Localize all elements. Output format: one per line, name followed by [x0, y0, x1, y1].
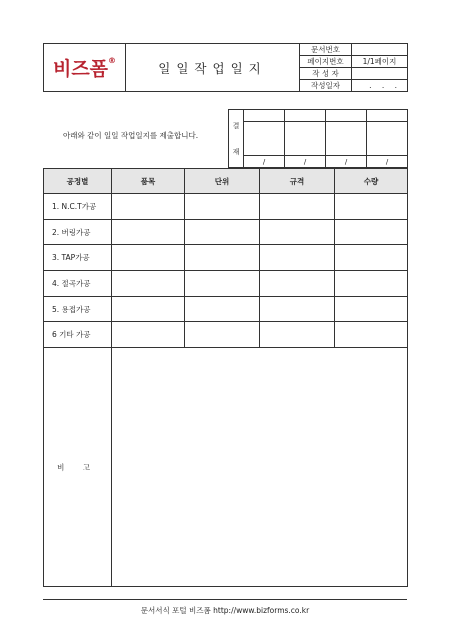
table-row — [44, 271, 408, 297]
column-header-unit: 단위 — [185, 169, 260, 194]
spec-cell[interactable] — [260, 219, 335, 245]
process-label: 3. TAP가공 — [44, 245, 112, 271]
item-cell[interactable] — [112, 245, 185, 271]
approval-title-cell[interactable] — [244, 110, 285, 122]
quantity-cell[interactable] — [335, 245, 408, 271]
quantity-cell[interactable] — [335, 194, 408, 220]
logo-text: 비즈폼 — [52, 58, 109, 80]
quantity-cell[interactable] — [335, 271, 408, 297]
process-label: 5. 용접가공 — [44, 296, 112, 322]
column-header-process: 공정별 — [44, 169, 112, 194]
quantity-cell[interactable] — [335, 219, 408, 245]
header-table — [43, 43, 408, 92]
remarks-field[interactable] — [112, 348, 408, 587]
approval-title-cell[interactable] — [367, 110, 408, 122]
process-label: 4. 절곡가공 — [44, 271, 112, 297]
approval-sign-cell[interactable] — [244, 122, 285, 156]
meta-value-author[interactable] — [352, 68, 408, 80]
approval-date-cell[interactable]: / — [367, 156, 408, 168]
unit-cell[interactable] — [185, 322, 260, 348]
unit-cell[interactable] — [185, 245, 260, 271]
spec-cell[interactable] — [260, 194, 335, 220]
column-header-quantity: 수량 — [335, 169, 408, 194]
meta-label-doc-no: 문서번호 — [300, 44, 352, 56]
approval-label-bottom: 재 — [232, 147, 240, 156]
approval-sign-cell[interactable] — [326, 122, 367, 156]
spec-cell[interactable] — [260, 322, 335, 348]
process-label: 2. 버링가공 — [44, 219, 112, 245]
meta-label-page-no: 페이지번호 — [300, 56, 352, 68]
item-cell[interactable] — [112, 271, 185, 297]
column-header-item: 품목 — [112, 169, 185, 194]
table-row — [44, 322, 408, 348]
meta-value-page-no: 1/1페이지 — [352, 56, 408, 68]
quantity-cell[interactable] — [335, 322, 408, 348]
remarks-label: 비 고 — [44, 348, 112, 587]
approval-date-cell[interactable]: / — [326, 156, 367, 168]
column-header-spec: 규격 — [260, 169, 335, 194]
spec-cell[interactable] — [260, 245, 335, 271]
quantity-cell[interactable] — [335, 296, 408, 322]
approval-label-top: 결 — [232, 121, 240, 130]
item-cell[interactable] — [112, 194, 185, 220]
table-header-row — [44, 169, 408, 194]
item-cell[interactable] — [112, 296, 185, 322]
intro-text: 아래와 같이 일일 작업일지를 제출합니다. — [63, 131, 199, 140]
work-log-table — [43, 168, 408, 587]
document-title: 일일작업일지 — [126, 44, 300, 92]
approval-table — [228, 109, 408, 168]
approval-title-cell[interactable] — [285, 110, 326, 122]
approval-date-cell[interactable]: / — [244, 156, 285, 168]
approval-label — [229, 110, 244, 168]
meta-value-doc-no[interactable] — [352, 44, 408, 56]
footer-divider — [43, 599, 407, 600]
approval-date-cell[interactable]: / — [285, 156, 326, 168]
table-row — [44, 245, 408, 271]
item-cell[interactable] — [112, 322, 185, 348]
unit-cell[interactable] — [185, 219, 260, 245]
footer-text: 문서서식 포털 비즈폼 http://www.bizforms.co.kr — [140, 606, 310, 615]
unit-cell[interactable] — [185, 296, 260, 322]
approval-title-cell[interactable] — [326, 110, 367, 122]
table-row — [44, 194, 408, 220]
remarks-row — [44, 348, 408, 587]
spec-cell[interactable] — [260, 296, 335, 322]
unit-cell[interactable] — [185, 194, 260, 220]
spec-cell[interactable] — [260, 271, 335, 297]
process-label: 1. N.C.T가공 — [44, 194, 112, 220]
table-row — [44, 296, 408, 322]
meta-label-author: 작 성 자 — [300, 68, 352, 80]
approval-sign-cell[interactable] — [285, 122, 326, 156]
process-label: 6 기타 가공 — [44, 322, 112, 348]
brand-logo — [44, 44, 126, 92]
meta-value-date[interactable]: . . . — [352, 80, 408, 92]
table-row — [44, 219, 408, 245]
registered-mark: ® — [108, 56, 117, 65]
meta-label-date: 작성일자 — [300, 80, 352, 92]
item-cell[interactable] — [112, 219, 185, 245]
unit-cell[interactable] — [185, 271, 260, 297]
approval-sign-cell[interactable] — [367, 122, 408, 156]
